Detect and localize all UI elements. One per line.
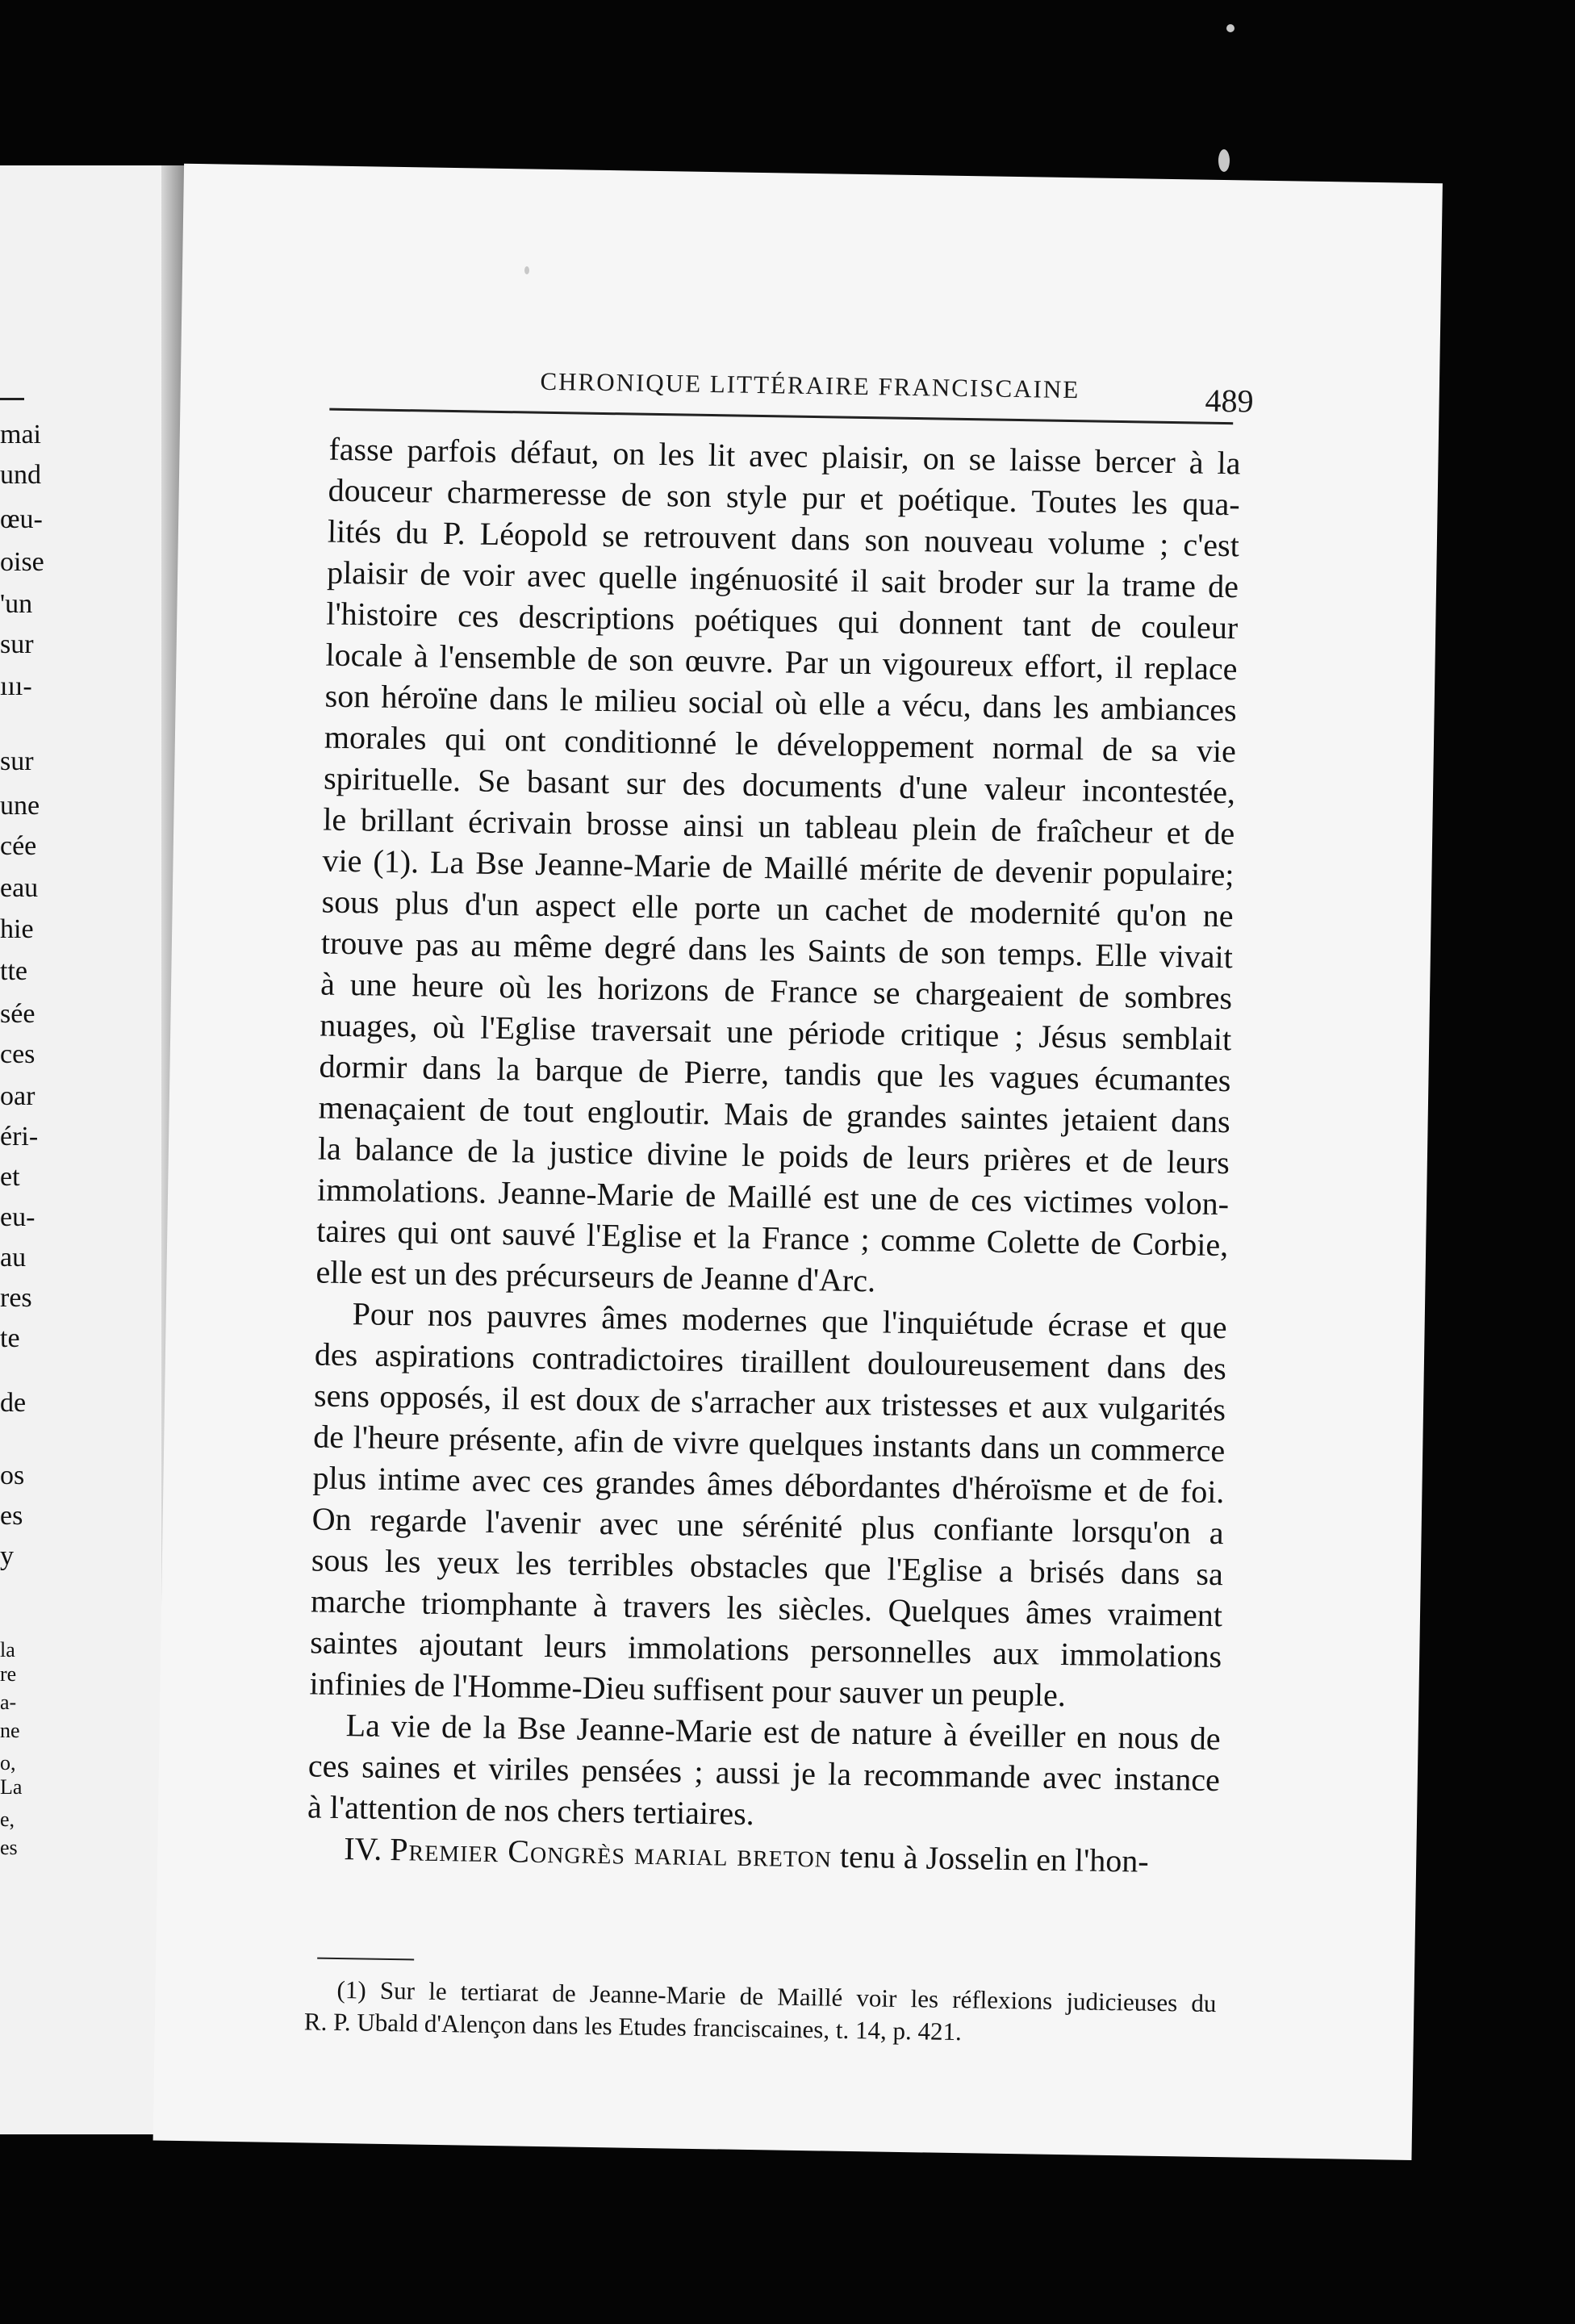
section-numeral: IV. <box>343 1830 382 1867</box>
body-line: elle est un des précurseurs de Jeanne d'Arc. <box>315 1253 876 1299</box>
left-page-fragment: eu- <box>0 1202 36 1232</box>
body-line: sous plus d'un aspect elle porte un cachet de modernité qu'on ne <box>321 883 1234 934</box>
dust-speck <box>1226 24 1235 32</box>
body-line: plus intime avec ces grandes âmes débordantes d'héroïsme et de foi. <box>312 1459 1225 1511</box>
left-page-fragment: ne <box>0 1719 20 1742</box>
left-page-fragment: os <box>0 1461 25 1490</box>
body-line: plaisir de voir avec quelle ingénuosité il sait broder sur la trame de <box>326 554 1239 605</box>
body-line: l'histoire ces descriptions poétiques qui donnent tant de couleur <box>326 595 1239 646</box>
left-page-fragment: sée <box>0 999 36 1029</box>
body-line: à l'attention de nos chers tertiaires. <box>307 1788 755 1833</box>
body-line: menaçaient de tout engloutir. Mais de grandes saintes jetaient dans <box>318 1089 1230 1140</box>
left-page-fragment: und <box>0 460 41 490</box>
body-lines <box>307 428 1241 1842</box>
body-line: vie (1). La Bse Jeanne-Marie de Maillé mérite de devenir populaire; <box>322 842 1235 893</box>
body-line: saintes ajoutant leurs immolations personnelles aux immolations <box>309 1624 1222 1675</box>
body-line: sous les yeux les terribles obstacles que l'Eglise a brisés dans sa <box>311 1541 1224 1593</box>
body-line: locale à l'ensemble de son œuvre. Par un vigoureux effort, il replace <box>325 636 1238 688</box>
left-page-fragment: tte <box>0 956 27 986</box>
left-page-fragment: La <box>0 1775 23 1799</box>
section-heading-rest: tenu à Josselin en l'hon- <box>839 1837 1149 1879</box>
body-line: trouve pas au même degré dans les Saints de son temps. Elle vivait <box>320 924 1234 976</box>
left-page-fragment: et <box>0 1162 20 1192</box>
left-page-fragment: sur <box>0 746 34 776</box>
header-rule <box>329 408 1233 425</box>
left-page-fragment: hie <box>0 914 34 944</box>
body-line: marche triomphante à travers les siècles. Quelques âmes vraiment <box>310 1582 1223 1634</box>
left-page-fragment: res <box>0 1283 32 1313</box>
body-line: la balance de la justice divine le poids de leurs prières et de leurs <box>317 1130 1230 1181</box>
running-head: CHRONIQUE LITTÉRAIRE FRANCISCAINE <box>540 366 1080 404</box>
section-heading: Premier Congrès marial breton <box>390 1831 833 1875</box>
left-page-fragment: a- <box>0 1691 17 1714</box>
left-page-fragment: oise <box>0 547 44 577</box>
left-page-fragment: es <box>0 1836 18 1859</box>
body-line: On regarde l'avenir avec une sérénité plus confiante lorsqu'on a <box>311 1500 1224 1552</box>
left-page-fragment: re <box>0 1662 17 1686</box>
left-page-fragment: mai <box>0 420 41 449</box>
body-line: le brillant écrivain brosse ainsi un tableau plein de fraîcheur et de <box>323 800 1235 852</box>
left-page-fragment: ces <box>0 1039 36 1069</box>
footnote-line: (1) Sur le tertiarat de Jeanne-Marie de Maillé voir les réflexions judicieuses du <box>336 1975 1217 2018</box>
left-page-fragment: te <box>0 1323 20 1353</box>
left-page-fragment: la <box>0 1638 15 1661</box>
body-line: dormir dans la barque de Pierre, tandis que les vagues écumantes <box>319 1047 1231 1099</box>
left-page-fragment: œu- <box>0 504 43 534</box>
body-line: de l'heure présente, afin de vivre quelques instants dans un commerce <box>312 1418 1226 1469</box>
body-line: La vie de la Bse Jeanne-Marie est de nature à éveiller en nous de <box>345 1707 1221 1758</box>
left-page-fragment: de <box>0 1388 27 1418</box>
body-line: lités du P. Léopold se retrouvent dans son nouveau volume ; c'est <box>327 512 1240 564</box>
dust-speck <box>1218 149 1230 172</box>
right-page <box>153 164 1443 2160</box>
left-page-fragment: eau <box>0 873 39 903</box>
left-page-fragment: es <box>0 1501 23 1531</box>
left-page-fragment: e, <box>0 1808 15 1831</box>
left-page-fragment: cée <box>0 831 37 861</box>
body-line: spirituelle. Se basant sur des documents d'une valeur incontestée, <box>323 759 1236 811</box>
body-line: nuages, où l'Eglise traversait une période critique ; Jésus semblait <box>319 1006 1232 1058</box>
footnote-rule <box>317 1958 414 1961</box>
left-page-fragment: éri- <box>0 1122 39 1152</box>
left-page-fragment: o, <box>0 1751 16 1774</box>
body-line: infinies de l'Homme-Dieu suffisent pour sauver un peuple. <box>309 1665 1067 1714</box>
left-page-fragment: une <box>0 791 40 821</box>
body-line: ces saines et viriles pensées ; aussi je la recommande avec instance <box>307 1747 1221 1799</box>
dust-speck <box>524 266 529 274</box>
footnote <box>304 1973 1217 2052</box>
body-line: taires qui ont sauvé l'Eglise et la France ; comme Colette de Corbie, <box>315 1212 1229 1264</box>
body-line: immolations. Jeanne-Marie de Maillé est une de ces victimes volon- <box>316 1171 1230 1223</box>
left-page-fragment: 'un <box>0 589 33 619</box>
page-number: 489 <box>1205 382 1254 420</box>
body-line: des aspirations contradictoires tiraillent douloureusement dans des <box>314 1335 1227 1387</box>
left-page-rule <box>0 398 24 400</box>
body-line: morales qui ont conditionné le développement normal de sa vie <box>324 718 1237 770</box>
left-page-fragment: y <box>0 1541 14 1571</box>
body-line: douceur charmeresse de son style pur et poétique. Toutes les qua- <box>328 471 1240 523</box>
left-page-fragment: sur <box>0 629 34 659</box>
left-page-fragment: oar <box>0 1081 36 1111</box>
body-text <box>307 428 1241 1883</box>
footnote-line: R. P. Ubald d'Alençon dans les Etudes franciscaines, t. 14, p. 421. <box>303 2007 963 2046</box>
body-line: son héroïne dans le milieu social où elle a vécu, dans les ambiances <box>324 677 1237 729</box>
body-line: à une heure où les horizons de France se chargeaient de sombres <box>320 965 1233 1017</box>
body-line: Pour nos pauvres âmes modernes que l'inquiétude écrase et que <box>352 1295 1227 1346</box>
body-line: fasse parfois défaut, on les lit avec plaisir, on se laisse bercer à la <box>328 430 1241 482</box>
left-page-fragment: au <box>0 1243 27 1273</box>
body-line: sens opposés, il est doux de s'arracher aux tristesses et aux vulgarités <box>313 1377 1226 1428</box>
left-page-fragment: ııı- <box>0 671 32 701</box>
